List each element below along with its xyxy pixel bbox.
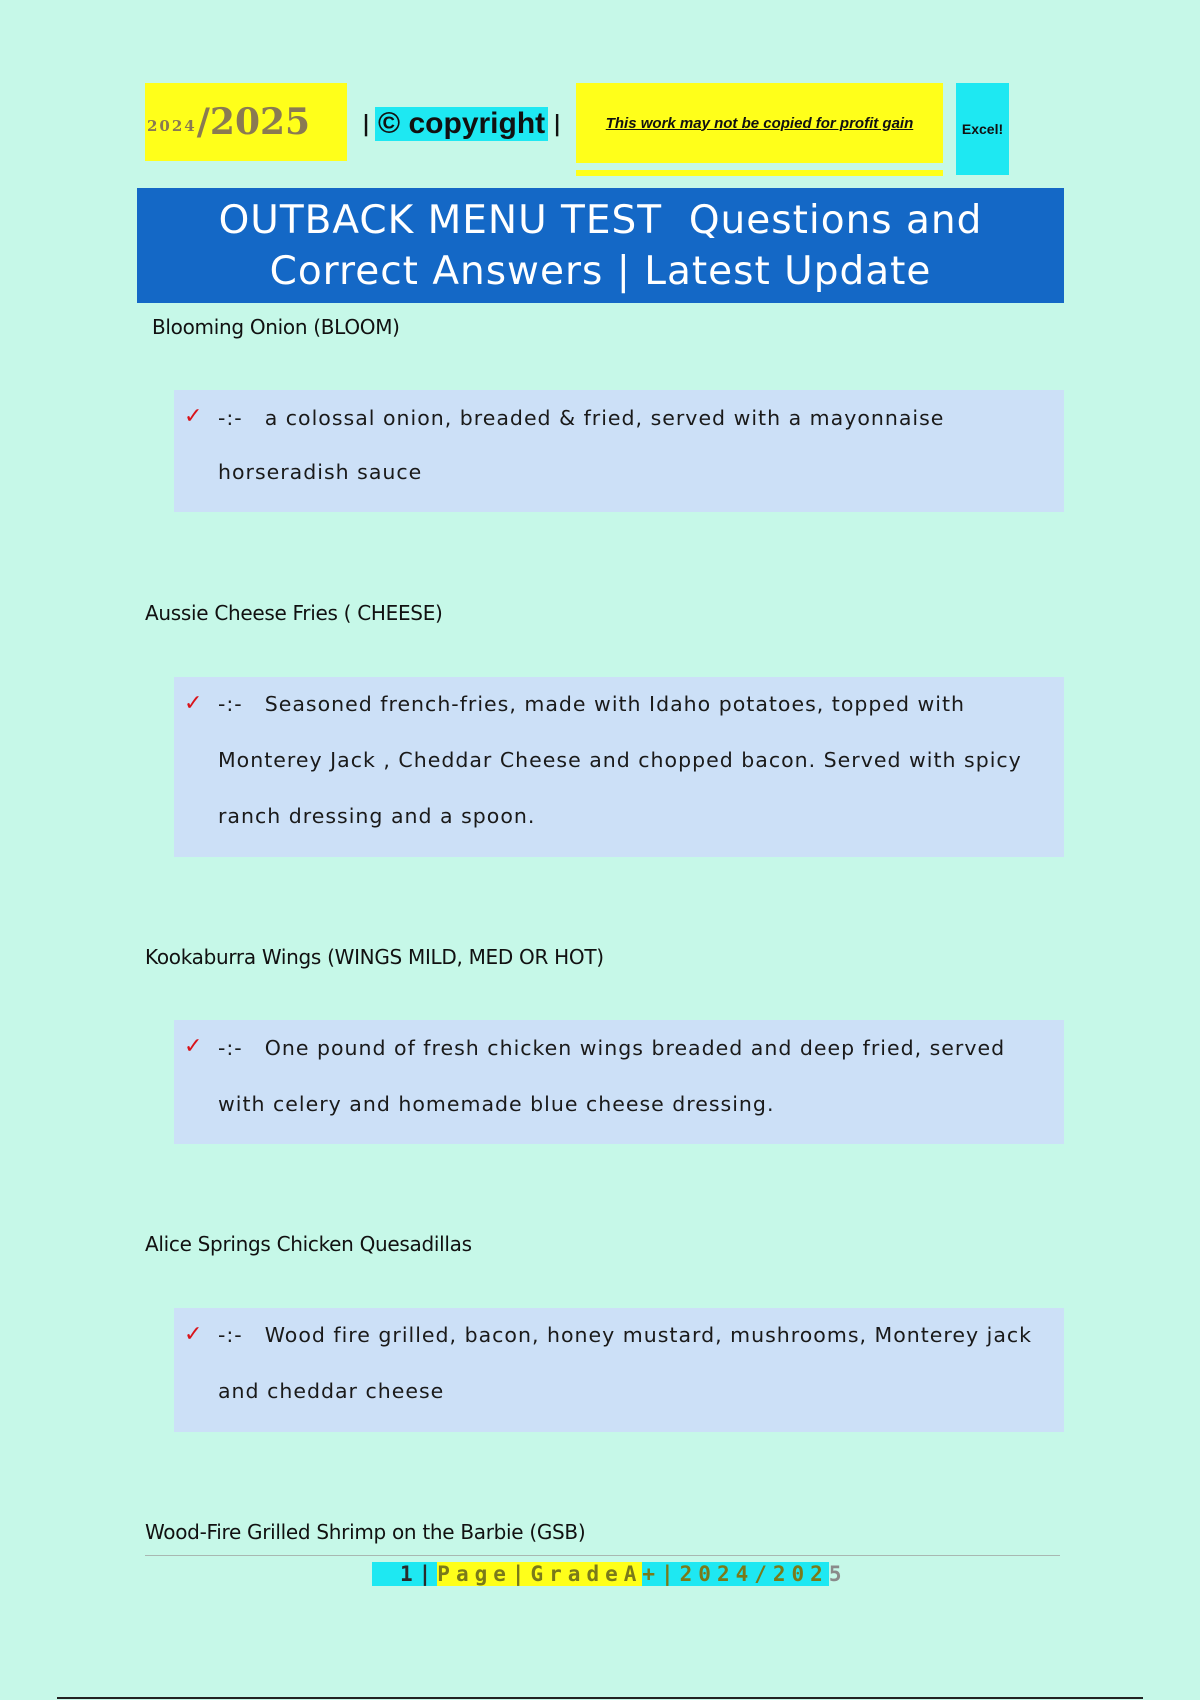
answer-text: Seasoned french-fries, made with Idaho potatoes, topped with Monterey Jack , Cheddar Cheese and chopped bacon. Served with spicy ranch dressing and a spoon. — [218, 692, 1022, 828]
answer-2 — [218, 676, 1046, 844]
check-icon: ✓ — [184, 1034, 203, 1059]
year-badge — [145, 83, 347, 161]
answer-3 — [218, 1020, 1046, 1132]
question-2: Aussie Cheese Fries ( CHEESE) — [145, 601, 443, 625]
check-icon: ✓ — [184, 691, 203, 716]
footer-year: +|2024/202 — [642, 1562, 829, 1586]
footer-page-number: 1| — [372, 1562, 437, 1586]
copyright-text: © copyright — [375, 107, 548, 141]
question-3: Kookaburra Wings (WINGS MILD, MED OR HOT) — [145, 945, 604, 969]
copyright-bar-right: | — [553, 111, 562, 137]
answer-prefix: -:- — [218, 1036, 243, 1060]
answer-box-4 — [174, 1308, 1064, 1432]
copyright-bar-left: | — [362, 111, 371, 137]
copy-notice-text: This work may not be copied for profit gain — [605, 114, 914, 132]
footer-divider — [145, 1555, 1060, 1556]
question-4: Alice Springs Chicken Quesadillas — [145, 1232, 472, 1256]
year-small: 2024 — [147, 117, 197, 135]
copy-notice — [576, 83, 943, 163]
answer-box-3 — [174, 1020, 1064, 1144]
title-line-2: Correct Answers | Latest Update — [269, 248, 932, 294]
question-5: Wood-Fire Grilled Shrimp on the Barbie (GSB) — [145, 1520, 586, 1544]
answer-box-2 — [174, 677, 1064, 857]
title-line-1: OUTBACK MENU TEST Questions and — [218, 197, 983, 243]
answer-text: a colossal onion, breaded & fried, served with a mayonnaise horseradish sauce — [218, 406, 945, 484]
page-title — [137, 188, 1064, 303]
check-icon: ✓ — [184, 404, 203, 429]
footer-year-end: 5 — [828, 1562, 848, 1586]
answer-prefix: -:- — [218, 406, 243, 430]
check-icon: ✓ — [184, 1322, 203, 1347]
answer-text: One pound of fresh chicken wings breaded and deep fried, served with celery and homemade blue cheese dressing. — [218, 1036, 1006, 1116]
answer-4 — [218, 1307, 1046, 1419]
page-footer — [372, 1557, 847, 1591]
footer-page-grade: Page|GradeA — [437, 1562, 643, 1586]
question-1: Blooming Onion (BLOOM) — [152, 315, 400, 339]
answer-text: Wood fire grilled, bacon, honey mustard, mushrooms, Monterey jack and cheddar cheese — [218, 1323, 1033, 1403]
notice-underline-bar — [576, 170, 943, 176]
excel-badge — [956, 83, 1009, 175]
answer-prefix: -:- — [218, 692, 243, 716]
excel-text: Excel! — [961, 121, 1004, 137]
copyright-label — [357, 104, 566, 144]
bottom-divider — [57, 1697, 1143, 1699]
answer-1 — [218, 391, 1046, 499]
answer-prefix: -:- — [218, 1323, 243, 1347]
year-big: /2025 — [196, 101, 311, 143]
answer-box-1 — [174, 390, 1064, 512]
